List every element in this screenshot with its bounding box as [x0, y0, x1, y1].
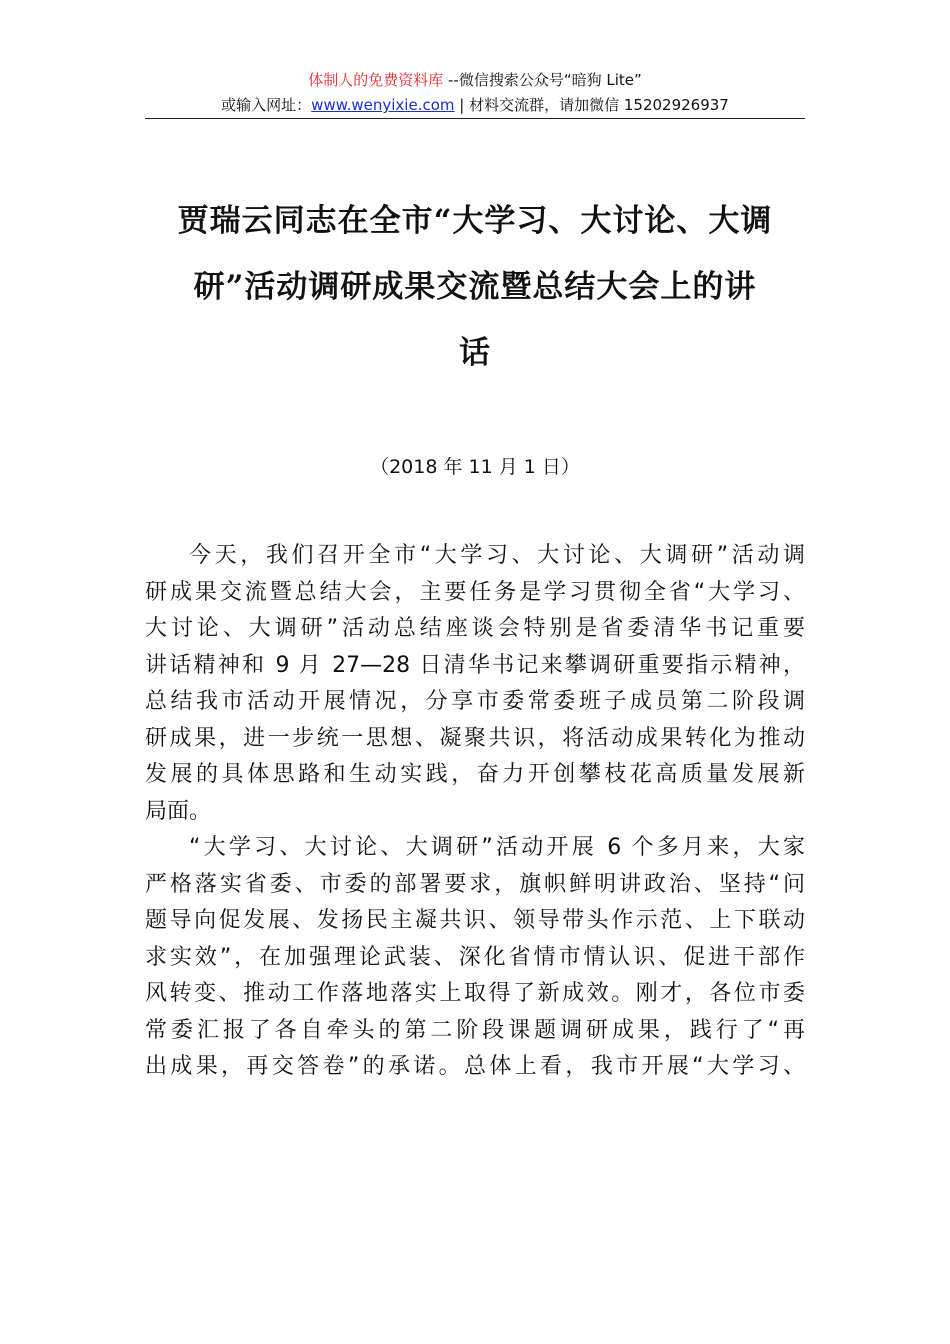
url-label: 或输入网址： — [221, 96, 312, 114]
body-line: 严格落实省委、市委的部署要求，旗帜鲜明讲政治、坚持“问 — [145, 871, 805, 897]
paragraph-2 — [145, 830, 805, 1086]
body-line: 大讨论、大调研”活动总结座谈会特别是省委清华书记重要 — [145, 616, 805, 641]
header-line-1 — [0, 70, 950, 90]
header-line-2 — [0, 95, 950, 115]
body-line: 讲话精神和 9 月 27—28 日清华书记来攀调研重要指示精神， — [145, 652, 805, 678]
group-text: 材料交流群，请加微信 15202926937 — [469, 96, 729, 114]
site-name[interactable]: 体制人的免费资料库 — [308, 71, 444, 89]
body-line: 总结我市活动开展情况，分享市委常委班子成员第二阶段调 — [145, 689, 805, 714]
body-line: 局面。 — [145, 798, 212, 824]
wechat-text: --微信搜索公众号“暗狗 Lite” — [443, 71, 642, 89]
title-line: 贾瑞云同志在全市“大学习、大讨论、大调 — [177, 203, 773, 239]
header-separator: | — [454, 96, 470, 114]
document-title — [145, 188, 805, 386]
body-line: 求实效”，在加强理论武装、深化省情市情认识、促进干部作 — [145, 944, 805, 970]
body-line: 发展的具体思路和生动实践，奋力开创攀枝花高质量发展新 — [145, 762, 805, 787]
body-line: “大学习、大讨论、大调研”活动开展 6 个多月来，大家 — [189, 835, 805, 860]
body-line: 今天，我们召开全市“大学习、大讨论、大调研”活动调 — [189, 543, 805, 568]
document-date: （2018 年 11 月 1 日） — [370, 456, 580, 478]
document-body — [145, 538, 805, 1086]
body-line: 研成果交流暨总结大会，主要任务是学习贯彻全省“大学习、 — [145, 579, 805, 605]
body-line: 出成果，再交答卷”的承诺。总体上看，我市开展“大学习、 — [145, 1054, 805, 1079]
body-line: 题导向促发展、发扬民主凝共识、领导带头作示范、上下联动 — [145, 908, 805, 933]
title-line: 研”活动调研成果交流暨总结大会上的讲 — [193, 269, 757, 305]
body-line: 常委汇报了各自牵头的第二阶段课题调研成果，践行了“再 — [145, 1017, 805, 1043]
website-link[interactable]: www.wenyixie.com — [311, 96, 455, 114]
body-line: 风转变、推动工作落地落实上取得了新成效。刚才，各位市委 — [145, 981, 805, 1006]
body-line: 研成果，进一步统一思想、凝聚共识，将活动成果转化为推动 — [145, 725, 805, 751]
title-line: 话 — [459, 335, 491, 371]
header-divider — [145, 118, 805, 119]
paragraph-1 — [145, 538, 805, 830]
